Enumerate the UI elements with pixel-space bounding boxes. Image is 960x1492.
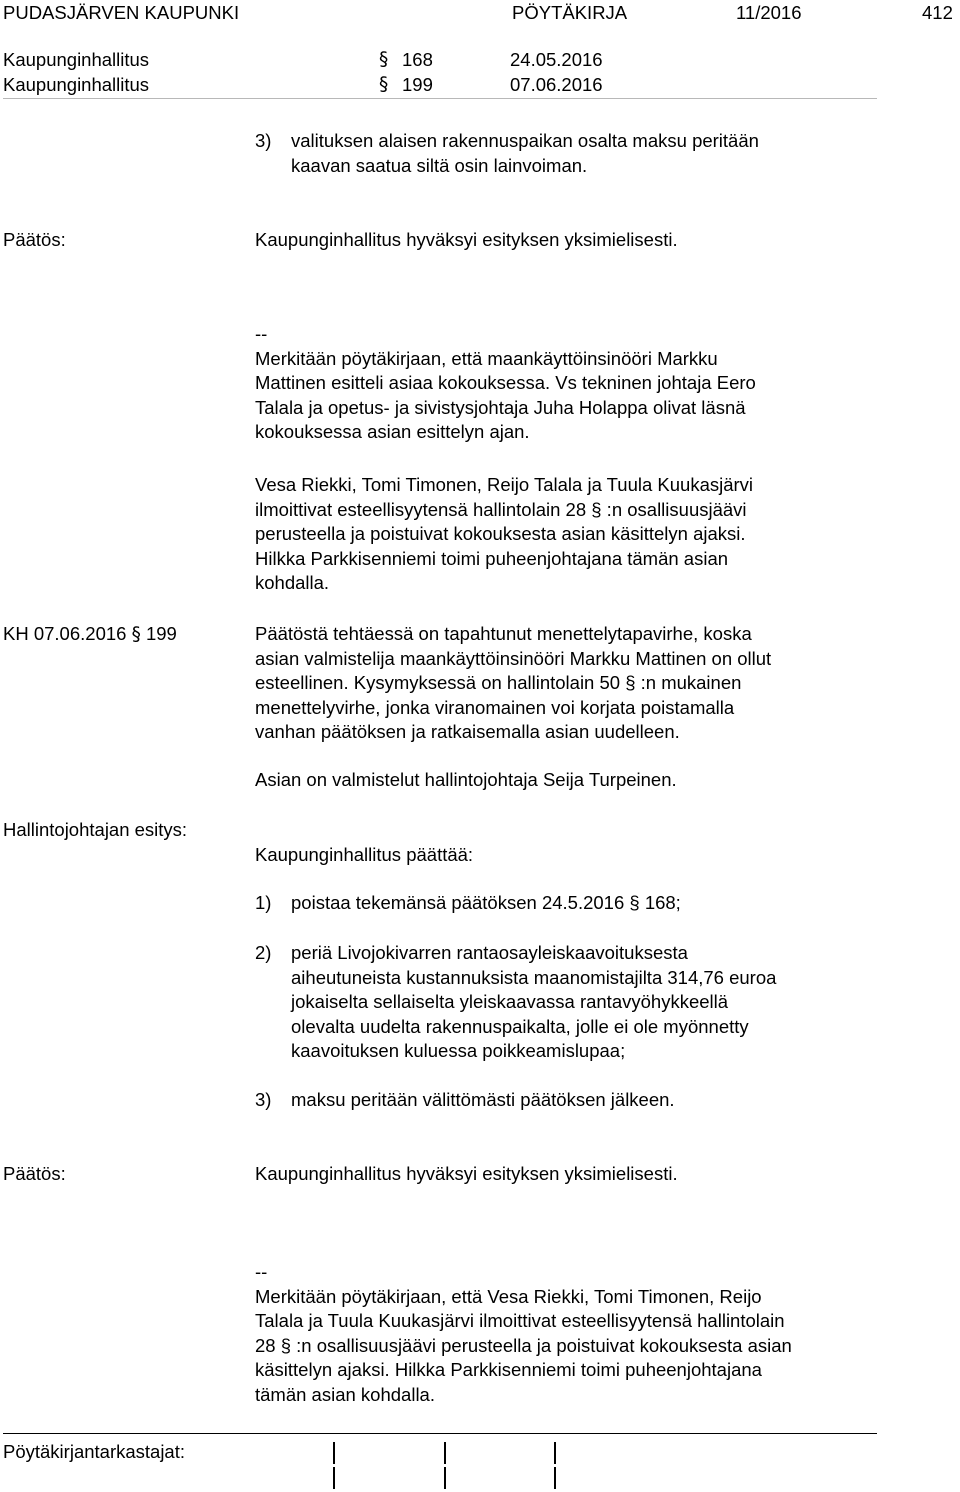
proposal-intro: Kaupunginhallitus päättää:: [255, 844, 474, 865]
section-sign: §: [131, 624, 141, 645]
doc-type: PÖYTÄKIRJA: [512, 2, 628, 23]
minutes-note: -- Merkitään pöytäkirjaan, että maankäyttöinsinööri Markku Mattinen esitteli asiaa kokouksessa. Vs tekninen johtaja Eero Talala ja opetus- ja sivistysjohtaja Juha Holappa olivat läsnä kokouksessa asian esittelyn ajan.: [255, 323, 756, 442]
section-number: 199: [402, 74, 433, 95]
signature-field-divider: [554, 1442, 556, 1464]
meeting-date: 24.05.2016: [510, 49, 603, 70]
list-number: 3): [255, 130, 272, 151]
kh-date: KH 07.06.2016: [3, 623, 127, 644]
body-name: Kaupunginhallitus: [3, 49, 150, 70]
signature-field-divider: [554, 1467, 556, 1489]
decision-text: Kaupunginhallitus hyväksyi esityksen yksimielisesti.: [255, 1163, 678, 1184]
meeting-date: 07.06.2016: [510, 74, 603, 95]
signature-field-divider: [333, 1442, 335, 1464]
section-sign: §: [379, 49, 389, 70]
signature-field-divider: [333, 1467, 335, 1489]
list-text: periä Livojokivarren rantaosayleiskaavoituksesta aiheutuneista kustannuksista maanomistajilta 314,76 euroa jokaiselta sellaiselta yleiskaavassa rantavyöhykkeellä olevalta uudelta rakennuspaikalta, jolle ei ole myönnetty kaavoituksen kuluessa poikkeamislupaa;: [291, 942, 777, 1061]
footer-divider: [3, 1433, 877, 1434]
section-sign: §: [379, 74, 389, 95]
preparer-text: Asian on valmistelut hallintojohtaja Seija Turpeinen.: [255, 769, 677, 790]
disqualification-note: Vesa Riekki, Tomi Timonen, Reijo Talala ja Tuula Kuukasjärvi ilmoittivat esteellisyytensä hallintolain 28 § :n osallisuusjäävi perusteella ja poistuivat kokouksesta asian käsittelyn ajaksi. Hilkka Parkkisenniemi toimi puheenjohtajana tämän asian kohdalla.: [255, 474, 754, 593]
list-number: 1): [255, 892, 272, 913]
decision-label: Päätös:: [3, 229, 66, 250]
section-number: 199: [145, 623, 177, 644]
procedural-error-para: Päätöstä tehtäessä on tapahtunut menettelytapavirhe, koska asian valmistelija maankäyttöinsinööri Markku Mattinen on ollut esteellinen. Kysymyksessä on hallintolain 50 § :n mukainen menettelyvirhe, jonka viranomainen voi korjata poistamalla vanhan päätöksen ja ratkaisemalla asian uudelleen.: [255, 623, 772, 742]
minutes-note: -- Merkitään pöytäkirjaan, että Vesa Riekki, Tomi Timonen, Reijo Talala ja Tuula Kuukasjärvi ilmoittivat esteellisyytensä hallintolain 28 § :n osallisuusjäävi perusteella ja poistuivat kokouksesta asian käsittelyn ajaksi. Hilkka Parkkisenniemi toimi puheenjohtajana tämän asian kohdalla.: [255, 1261, 792, 1405]
doc-number: 11/2016: [736, 2, 802, 23]
page-number: 412: [922, 2, 953, 23]
list-number: 3): [255, 1089, 272, 1110]
list-text: maksu peritään välittömästi päätöksen jälkeen.: [291, 1089, 675, 1110]
body-name: Kaupunginhallitus: [3, 74, 150, 95]
header-divider: [3, 98, 877, 99]
list-number: 2): [255, 942, 272, 963]
org-name: PUDASJÄRVEN KAUPUNKI: [3, 2, 240, 23]
kh-reference: [3, 622, 177, 648]
inspectors-label: Pöytäkirjantarkastajat:: [3, 1441, 186, 1462]
proposal-label: Hallintojohtajan esitys:: [3, 819, 188, 840]
decision-text: Kaupunginhallitus hyväksyi esityksen yksimielisesti.: [255, 229, 678, 250]
signature-field-divider: [444, 1467, 446, 1489]
list-text: poistaa tekemänsä päätöksen 24.5.2016 § 168;: [291, 892, 681, 913]
list-text: valituksen alaisen rakennuspaikan osalta maksu peritään kaavan saatua siltä osin lainvoiman.: [291, 130, 759, 176]
section-number: 168: [402, 49, 433, 70]
decision-label: Päätös:: [3, 1163, 66, 1184]
signature-field-divider: [444, 1442, 446, 1464]
